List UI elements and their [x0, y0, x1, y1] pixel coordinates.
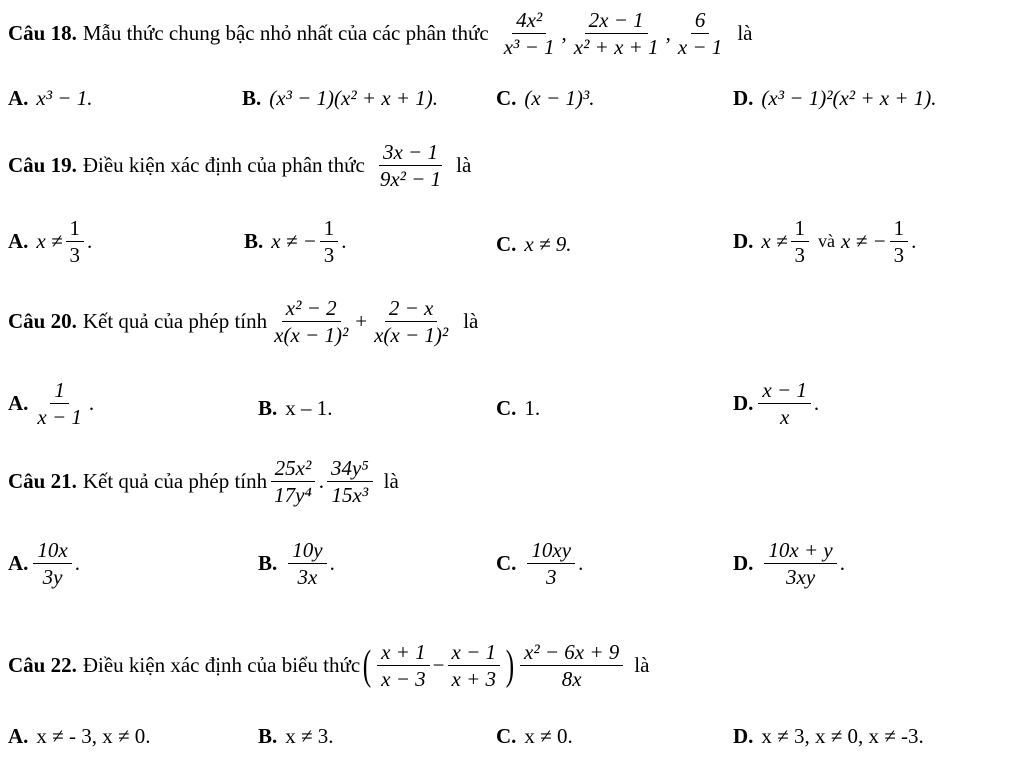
option-b[interactable]: B. x ≠ − $\frac{1}{3}$ .	[244, 216, 347, 268]
question-21: Câu 21. Kết quả của phép tính $\frac{\text{25x²}}{\text{17y⁴}}$ . $\frac{\text{34y⁵}}{\text{15x³}}$ là	[8, 456, 399, 508]
option-b[interactable]: B. $\frac{10y}{3x}$ .	[258, 538, 335, 590]
fraction: $\frac{\text{x² − 2}}{\text{x(x − 1)²}}$	[274, 296, 349, 348]
option-c[interactable]: C. $\frac{10xy}{3}$ .	[496, 538, 584, 590]
question-18: Câu 18. Mẫu thức chung bậc nhỏ nhất của các phân thức $\frac{\text{4x²}}{\text{x³ − 1}}$ , $\frac{2x - 1}{\text{x² + x + 1}}$ , $\frac{6}{x - 1}$ là	[8, 8, 753, 60]
option-b[interactable]: B. x ≠ 3.	[258, 724, 334, 748]
option-c[interactable]: C. x ≠ 9.	[496, 232, 572, 256]
question-label: Câu 18.	[8, 21, 77, 46]
option-d[interactable]: D. x ≠ 3, x ≠ 0, x ≠ -3.	[733, 724, 924, 748]
option-a[interactable]: A. x ≠ $\frac{1}{3}$ .	[8, 216, 93, 268]
option-d[interactable]: D. (x³ − 1)²(x² + x + 1).	[733, 86, 937, 110]
question-19	[8, 140, 471, 191]
option-a[interactable]: A. $\frac{1}{x - 1}$ .	[8, 378, 95, 430]
fraction: $\frac{\text{x² − 6x + 9}}{8x}$	[520, 640, 623, 691]
option-b[interactable]: B. x – 1.	[258, 396, 333, 420]
question-label: Câu 20.	[8, 309, 77, 334]
fraction: $\frac{6}{x - 1}$	[677, 8, 723, 60]
fraction: $\frac{2x - 1}{\text{x² + x + 1}}$	[573, 8, 659, 60]
question-text: Mẫu thức chung bậc nhỏ nhất của các phân thức	[82, 21, 489, 46]
fraction: $\frac{\text{25x²}}{\text{17y⁴}}$	[270, 456, 316, 507]
question-end: là	[634, 653, 650, 678]
option-a[interactable]: A. x ≠ - 3, x ≠ 0.	[8, 724, 151, 748]
question-end: là	[383, 469, 399, 494]
option-d[interactable]: D. $\frac{x - 1}{x}$ .	[733, 378, 820, 430]
option-c[interactable]: C. 1.	[496, 396, 541, 420]
question-text: Kết quả của phép tính	[82, 309, 268, 334]
question-end: là	[456, 153, 472, 178]
fraction: $\frac{3x - 1}{\text{9x² − 1}}$	[379, 140, 442, 192]
fraction: $\frac{\text{34y⁵}}{\text{15x³}}$	[327, 456, 373, 507]
option-a[interactable]: A. $\frac{10x}{3y}$ .	[8, 538, 80, 590]
question-label: Câu 21.	[8, 469, 77, 494]
fraction: $\frac{\text{4x²}}{\text{x³ − 1}}$	[503, 8, 555, 60]
option-d[interactable]: D. x ≠ $\frac{1}{3}$ và x ≠ − $\frac{1}{3}$ .	[733, 216, 917, 268]
option-a[interactable]: A. x³ − 1.	[8, 86, 93, 110]
option-c[interactable]: C. (x − 1)³.	[496, 86, 595, 110]
question-text: Kết quả của phép tính	[82, 469, 268, 494]
option-d[interactable]: D. $\frac{10x + y}{3xy}$ .	[733, 538, 845, 590]
question-end: là	[463, 309, 479, 334]
question-text: Điều kiện xác định của phân thức	[82, 153, 365, 178]
option-b[interactable]: B. (x³ − 1)(x² + x + 1).	[242, 86, 439, 110]
option-c[interactable]: C. x ≠ 0.	[496, 724, 573, 748]
question-label: Câu 22.	[8, 653, 77, 678]
fraction: $\frac{x - 1}{x + 3}$	[448, 640, 501, 691]
question-label: Câu 19.	[8, 153, 77, 178]
question-20: Câu 20. Kết quả của phép tính $\frac{\text{x² − 2}}{\text{x(x − 1)²}}$ + $\frac{2 - x}{\text{x(x − 1)²}}$ là	[8, 296, 479, 348]
fraction: $\frac{x + 1}{x - 3}$	[377, 640, 430, 691]
question-22: Câu 22. Điều kiện xác định của biểu thức ( $\frac{x + 1}{x - 3}$ − $\frac{x - 1}{x + 3}$ ) $\frac{\text{x² − 6x + 9}}{8x}$ là	[8, 640, 650, 692]
question-end: là	[737, 21, 753, 46]
fraction: $\frac{2 - x}{\text{x(x − 1)²}}$	[374, 296, 449, 348]
question-text: Điều kiện xác định của biểu thức	[82, 653, 361, 678]
